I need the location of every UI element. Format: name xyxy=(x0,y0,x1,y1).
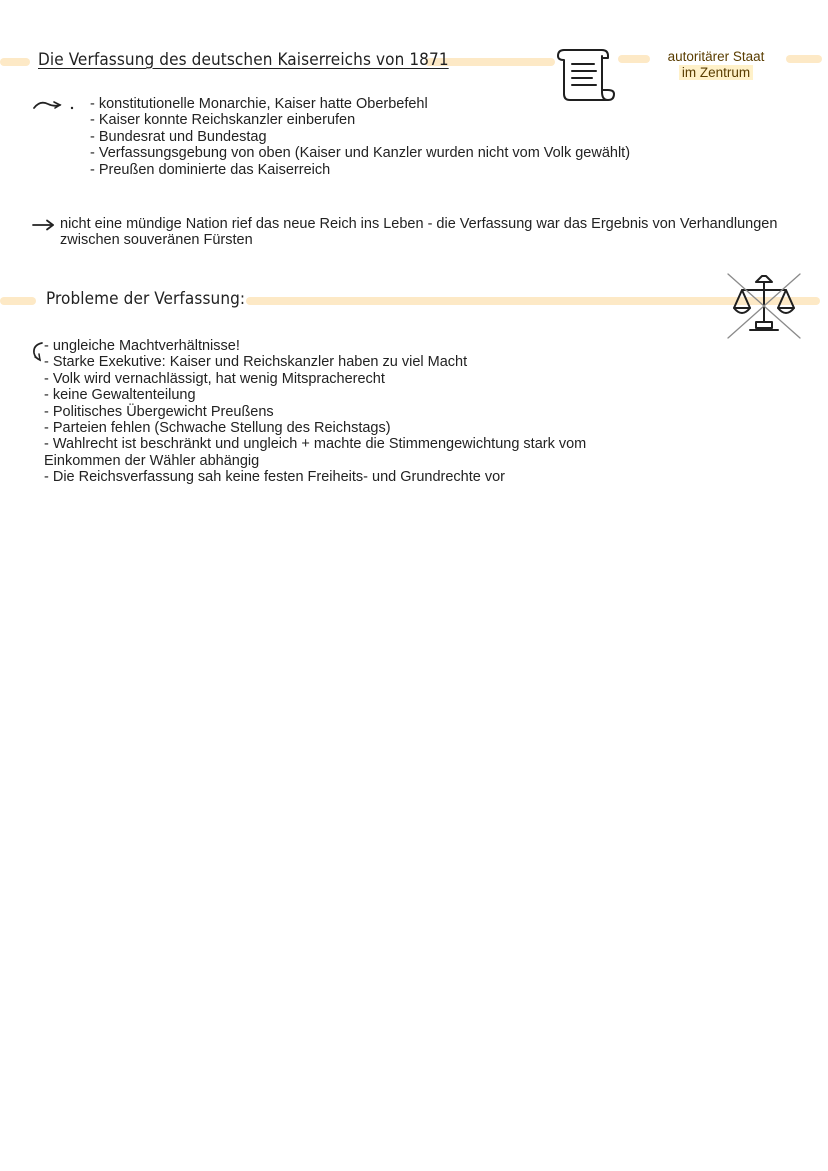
right-arrow-icon xyxy=(32,219,56,231)
list-item: - Volk wird vernachlässigt, hat wenig Mitspracherecht xyxy=(44,370,385,387)
list-item: - Wahlrecht ist beschränkt und ungleich + machte die Stimmengewichtung stark vom xyxy=(44,436,587,453)
conclusion-text: nicht eine mündige Nation rief das neue Reich ins Leben - die Verfassung war das Ergebnis von Verhandlungen zwischen souveränen Fürsten xyxy=(60,216,778,249)
constitution-facts-list xyxy=(90,96,630,178)
side-note-line: autoritärer Staat xyxy=(667,49,765,64)
section-title: Die Verfassung des deutschen Kaiserreichs von 1871 xyxy=(38,50,449,70)
list-item: - konstitutionelle Monarchie, Kaiser hatte Oberbefehl xyxy=(90,96,428,112)
list-item: - ungleiche Machtverhältnisse! xyxy=(44,338,240,354)
highlight-bar xyxy=(0,297,36,305)
side-note xyxy=(648,49,784,81)
list-item: - Preußen dominierte das Kaiserreich xyxy=(90,161,331,178)
list-item: - Verfassungsgebung von oben (Kaiser und Kanzler wurden nicht vom Volk gewählt) xyxy=(90,145,631,162)
list-item: - Parteien fehlen (Schwache Stellung des Reichstags) xyxy=(44,420,391,437)
list-item: - Bundesrat und Bundestag xyxy=(90,128,267,145)
list-item: Einkommen der Wähler abhängig xyxy=(44,452,260,469)
crossed-out-scale-icon xyxy=(726,270,802,342)
list-item: - Kaiser konnte Reichskanzler einberufen xyxy=(90,112,356,129)
curved-arrow-icon xyxy=(32,98,76,114)
problems-list xyxy=(44,338,586,486)
highlight-bar xyxy=(618,55,650,63)
highlight-bar xyxy=(786,55,822,63)
section-title: Probleme der Verfassung: xyxy=(46,289,246,309)
list-item: - keine Gewaltenteilung xyxy=(44,387,196,404)
list-item: - Die Reichsverfassung sah keine festen Freiheits- und Grundrechte vor xyxy=(44,469,505,486)
list-item: - Politisches Übergewicht Preußens xyxy=(44,403,274,420)
list-item: - Starke Exekutive: Kaiser und Reichskanzler haben zu viel Macht xyxy=(44,354,468,371)
highlight-bar xyxy=(0,58,30,66)
side-note-line: im Zentrum xyxy=(679,65,753,80)
